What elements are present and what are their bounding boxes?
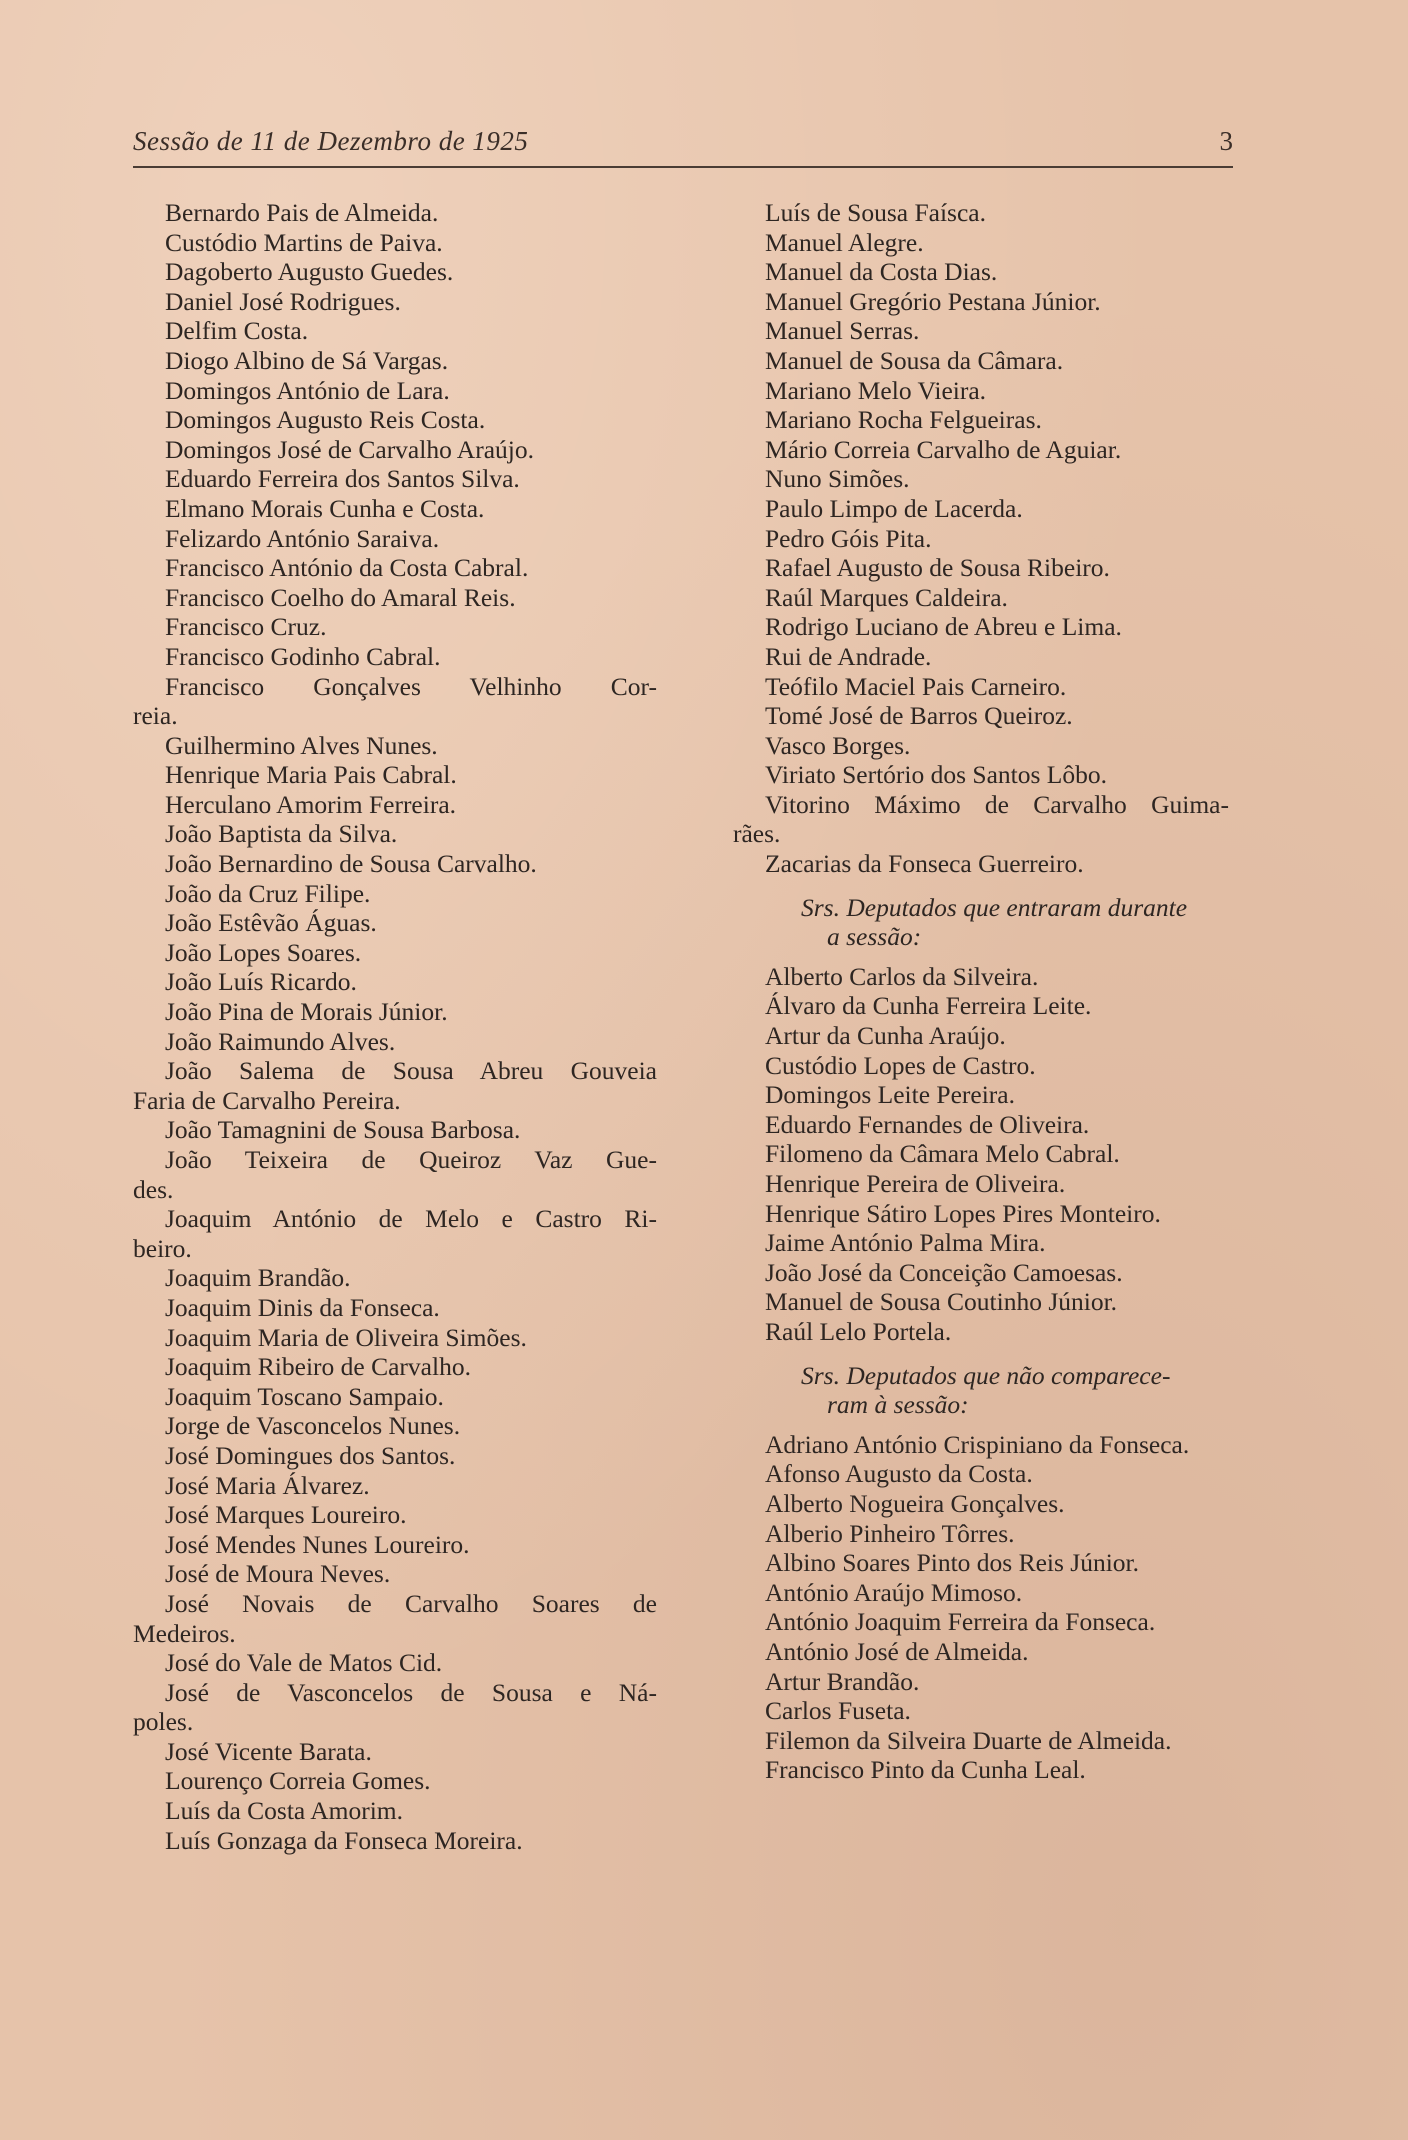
deputy-name: João Tamagnini de Sousa Barbosa. [165, 1115, 521, 1145]
right-column [733, 198, 1229, 1785]
deputy-name: Mariano Melo Vieira. [765, 375, 987, 405]
deputy-name: Alberio Pinheiro Tôrres. [765, 1518, 1015, 1548]
deputy-name: Zacarias da Fonseca Guerreiro. [765, 849, 1084, 879]
deputy-name: João Bernardino de Sousa Carvalho. [165, 849, 537, 879]
deputy-name: José Mendes Nunes Loureiro. [165, 1529, 470, 1559]
heading-line: a sessão: [827, 922, 922, 952]
deputy-name: Manuel Serras. [765, 316, 920, 346]
deputy-name: Delfim Costa. [165, 316, 309, 346]
deputy-name: João da Cruz Filipe. [165, 878, 371, 908]
deputy-name: Manuel da Costa Dias. [765, 257, 998, 287]
heading-line: ram à sessão: [827, 1390, 969, 1420]
deputy-name: Luís da Costa Amorim. [165, 1796, 403, 1826]
deputy-name: Domingos António de Lara. [165, 375, 450, 405]
deputy-name: Joaquim Ribeiro de Carvalho. [165, 1352, 471, 1382]
deputy-name: João Baptista da Silva. [165, 819, 398, 849]
deputy-name: Felizardo António Saraiva. [165, 523, 440, 553]
deputy-name: Custódio Martins de Paiva. [165, 227, 443, 257]
deputy-name: João Estêvão Águas. [165, 908, 377, 938]
name-continuation: rães. [733, 819, 781, 849]
left-column [133, 198, 657, 1855]
deputy-name: João Lopes Soares. [165, 937, 362, 967]
deputy-name: Francisco Coelho do Amaral Reis. [165, 582, 516, 612]
deputy-name: Mário Correia Carvalho de Aguiar. [765, 434, 1122, 464]
heading-line: Srs. Deputados que não comparece- [801, 1360, 1171, 1390]
deputy-name: Rodrigo Luciano de Abreu e Lima. [765, 612, 1122, 642]
deputy-name: Manuel de Sousa Coutinho Júnior. [765, 1287, 1118, 1317]
deputy-name: Nuno Simões. [765, 464, 910, 494]
deputy-name: José de Moura Neves. [165, 1559, 391, 1589]
deputy-name: Jaime António Palma Mira. [765, 1228, 1046, 1258]
deputy-name: Pedro Góis Pita. [765, 523, 932, 553]
deputy-name: Domingos José de Carvalho Araújo. [165, 434, 534, 464]
page-header [133, 122, 1233, 168]
deputy-name: José Novais de Carvalho Soares de [165, 1588, 657, 1618]
deputy-name: Vasco Borges. [765, 730, 911, 760]
deputy-name: Álvaro da Cunha Ferreira Leite. [765, 991, 1092, 1021]
deputy-name: Viriato Sertório dos Santos Lôbo. [765, 760, 1107, 790]
deputy-name: Jorge de Vasconcelos Nunes. [165, 1411, 461, 1441]
deputy-name: António Araújo Mimoso. [765, 1577, 1023, 1607]
present-deputies-list [733, 198, 1229, 879]
deputy-name: Elmano Morais Cunha e Costa. [165, 493, 485, 523]
deputy-name: Manuel Gregório Pestana Júnior. [765, 286, 1101, 316]
deputy-name: Francisco Pinto da Cunha Leal. [765, 1755, 1086, 1785]
deputy-name: Afonso Augusto da Costa. [765, 1459, 1033, 1489]
name-continuation: Faria de Carvalho Pereira. [133, 1085, 401, 1115]
deputy-name: Filemon da Silveira Duarte de Almeida. [765, 1725, 1172, 1755]
entered-deputies-list [733, 962, 1229, 1347]
deputy-name: Joaquim Dinis da Fonseca. [165, 1292, 440, 1322]
deputy-name: António José de Almeida. [765, 1636, 1029, 1666]
deputy-name: Artur Brandão. [765, 1666, 920, 1696]
deputy-name: Domingos Augusto Reis Costa. [165, 405, 486, 435]
deputy-name: Tomé José de Barros Queiroz. [765, 701, 1073, 731]
deputy-name: Henrique Sátiro Lopes Pires Monteiro. [765, 1198, 1161, 1228]
deputy-name: Dagoberto Augusto Guedes. [165, 257, 454, 287]
deputy-name: Albino Soares Pinto dos Reis Júnior. [765, 1548, 1140, 1578]
name-continuation: poles. [133, 1707, 194, 1737]
deputy-name: José de Vasconcelos de Sousa e Ná- [165, 1677, 657, 1707]
deputy-name: Francisco Gonçalves Velhinho Cor- [165, 671, 657, 701]
deputy-name: Rafael Augusto de Sousa Ribeiro. [765, 553, 1110, 583]
deputy-name: Rui de Andrade. [765, 641, 932, 671]
deputy-name: José Marques Loureiro. [165, 1500, 407, 1530]
absent-deputies-list [733, 1430, 1229, 1785]
name-continuation: beiro. [133, 1233, 192, 1263]
deputy-name: Vitorino Máximo de Carvalho Guima- [765, 789, 1229, 819]
deputy-name: Raúl Marques Caldeira. [765, 582, 1008, 612]
deputy-name: Luís Gonzaga da Fonseca Moreira. [165, 1825, 523, 1855]
deputy-name: Manuel Alegre. [765, 227, 924, 257]
name-continuation: des. [133, 1174, 174, 1204]
deputy-name: Joaquim António de Melo e Castro Ri- [165, 1204, 657, 1234]
deputy-name: Henrique Maria Pais Cabral. [165, 760, 457, 790]
deputy-name: Joaquim Brandão. [165, 1263, 351, 1293]
deputy-name: Carlos Fuseta. [765, 1696, 911, 1726]
deputy-name: Francisco Godinho Cabral. [165, 641, 441, 671]
deputy-name: Eduardo Ferreira dos Santos Silva. [165, 464, 520, 494]
deputy-name: João Teixeira de Queiroz Vaz Gue- [165, 1145, 657, 1174]
deputy-name: João Salema de Sousa Abreu Gouveia [165, 1056, 657, 1086]
deputy-name: José Domingues dos Santos. [165, 1440, 456, 1470]
deputy-name: Paulo Limpo de Lacerda. [765, 493, 1023, 523]
deputy-name: Mariano Rocha Felgueiras. [765, 405, 1042, 435]
deputy-name: José do Vale de Matos Cid. [165, 1648, 443, 1678]
name-continuation: Medeiros. [133, 1618, 236, 1648]
deputy-name: António Joaquim Ferreira da Fonseca. [765, 1607, 1156, 1637]
session-title: Sessão de 11 de Dezembro de 1925 [133, 126, 529, 156]
deputy-name: Artur da Cunha Araújo. [765, 1021, 1006, 1051]
deputy-name: Bernardo Pais de Almeida. [165, 198, 439, 227]
deputy-name: João Raimundo Alves. [165, 1026, 396, 1056]
absent-heading [733, 1361, 1229, 1420]
entered-during-session-heading [733, 893, 1229, 952]
deputy-name: Henrique Pereira de Oliveira. [765, 1169, 1066, 1198]
name-continuation: reia. [133, 701, 178, 731]
deputy-name: Manuel de Sousa da Câmara. [765, 345, 1064, 375]
deputy-name: Guilhermino Alves Nunes. [165, 730, 438, 760]
deputy-name: Lourenço Correia Gomes. [165, 1766, 431, 1796]
deputy-name: Teófilo Maciel Pais Carneiro. [765, 671, 1067, 701]
deputy-name: José Vicente Barata. [165, 1736, 372, 1766]
deputy-name: João José da Conceição Camoesas. [765, 1257, 1123, 1287]
deputy-name: Luís de Sousa Faísca. [765, 198, 986, 227]
deputy-name: Diogo Albino de Sá Vargas. [165, 345, 449, 375]
deputy-name: Alberto Nogueira Gonçalves. [765, 1488, 1065, 1518]
deputy-name: Francisco Cruz. [165, 612, 327, 642]
deputy-name: Eduardo Fernandes de Oliveira. [765, 1109, 1090, 1139]
deputy-name: Filomeno da Câmara Melo Cabral. [765, 1139, 1120, 1169]
deputy-name: Custódio Lopes de Castro. [765, 1050, 1036, 1080]
page-number: 3 [1219, 126, 1233, 156]
deputy-name: José Maria Álvarez. [165, 1470, 370, 1500]
deputy-name: Raúl Lelo Portela. [765, 1316, 952, 1346]
deputy-name: João Pina de Morais Júnior. [165, 997, 448, 1027]
deputy-name: Adriano António Crispiniano da Fonseca. [765, 1429, 1190, 1459]
deputy-name: João Luís Ricardo. [165, 967, 357, 997]
deputy-name: Francisco António da Costa Cabral. [165, 553, 529, 583]
deputy-name: Joaquim Maria de Oliveira Simões. [165, 1322, 527, 1352]
deputy-name: Herculano Amorim Ferreira. [165, 789, 457, 819]
deputy-name: Domingos Leite Pereira. [765, 1080, 1015, 1110]
deputy-name: Alberto Carlos da Silveira. [765, 961, 1039, 991]
deputy-name: Daniel José Rodrigues. [165, 286, 401, 316]
heading-line: Srs. Deputados que entraram durante [801, 892, 1188, 922]
deputy-name: Joaquim Toscano Sampaio. [165, 1381, 444, 1411]
